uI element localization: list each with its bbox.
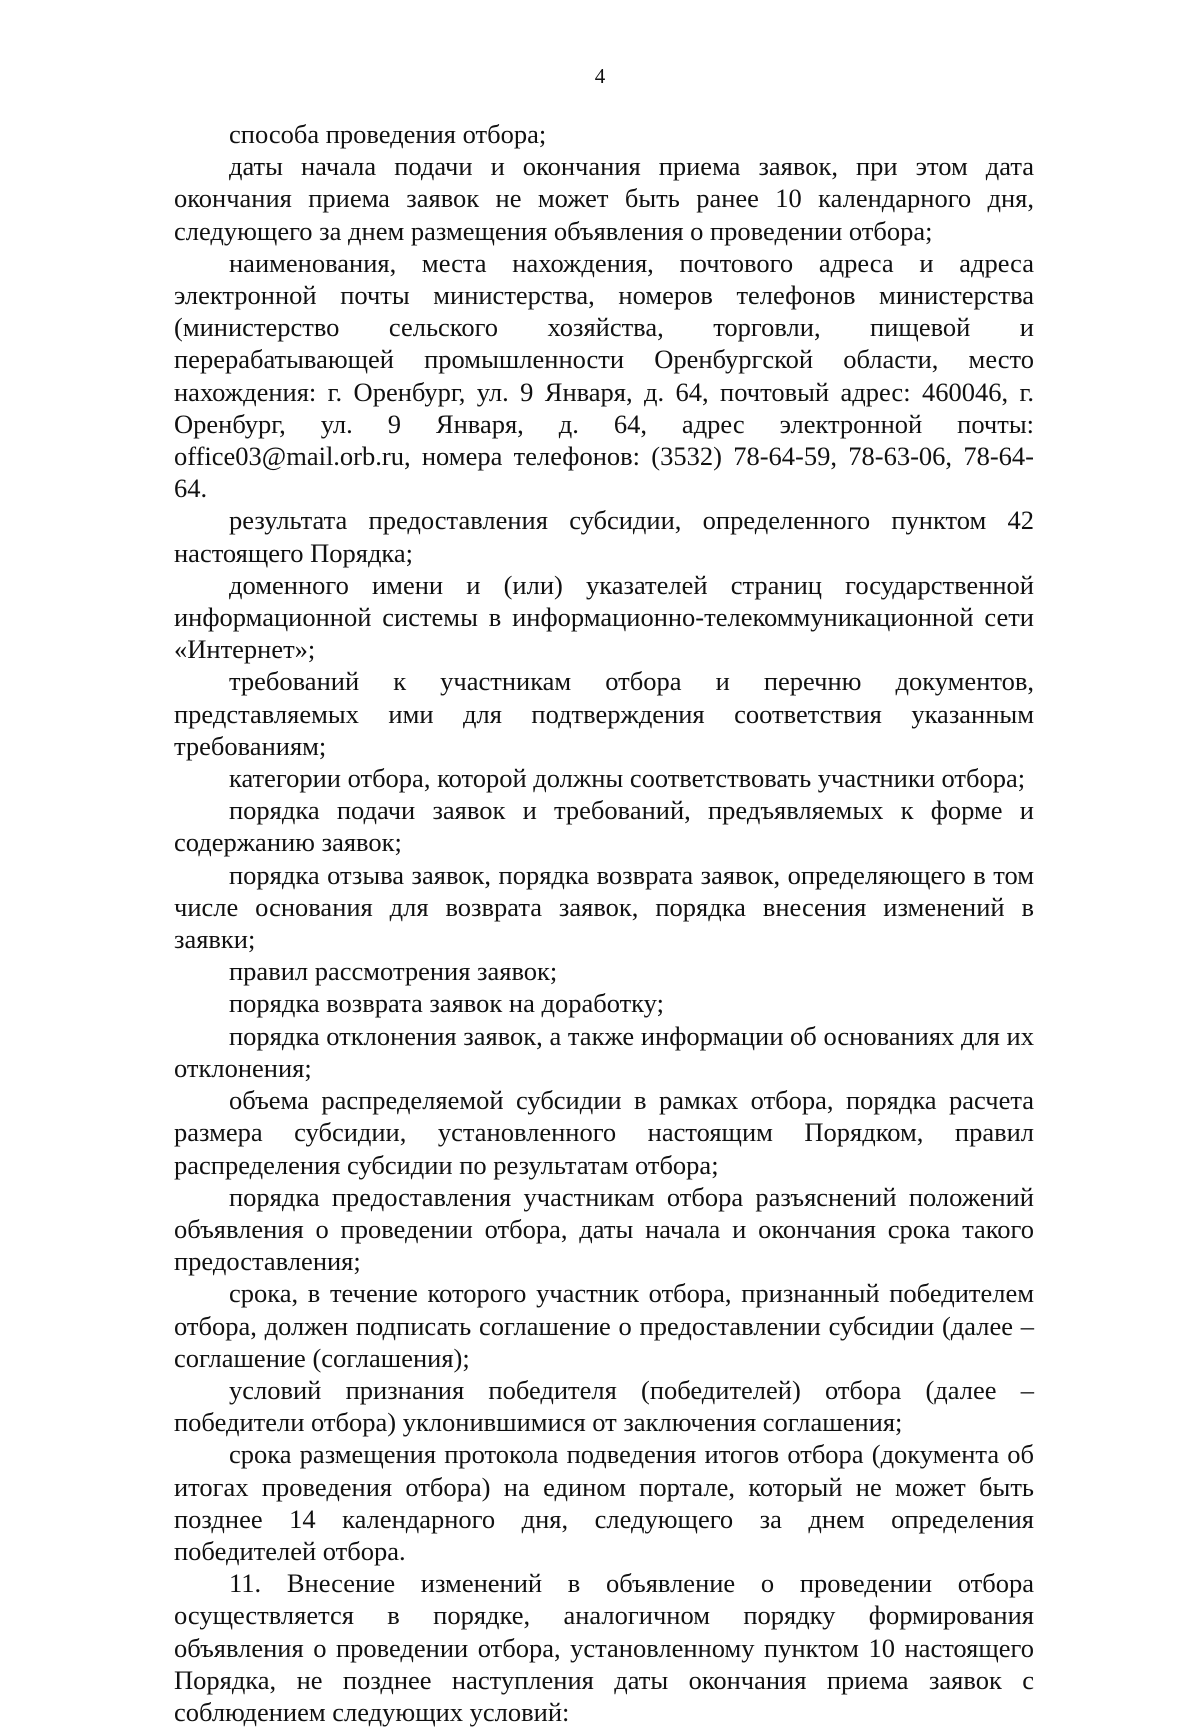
paragraph-8: порядка подачи заявок и требований, предъявляемых к форме и содержанию заявок; — [174, 795, 1034, 858]
paragraph-9: порядка отзыва заявок, порядка возврата заявок, определяющего в том числе основания для возврата заявок, порядка внесения изменений в заявки; — [174, 859, 1034, 955]
paragraph-13: объема распределяемой субсидии в рамках отбора, порядка расчета размера субсидии, установленного настоящим Порядком, правил распределения субсидии по результатам отбора; — [174, 1085, 1034, 1180]
paragraph-10: правил рассмотрения заявок; — [229, 956, 558, 987]
paragraph-16: условий признания победителя (победителей) отбора (далее – победители отбора) уклонившимися от заключения соглашения; — [174, 1374, 1034, 1438]
paragraph-6: требований к участникам отбора и перечню документов, представляемых ими для подтверждения соответствия указанным требованиям; — [174, 666, 1034, 761]
paragraph-4: результата предоставления субсидии, определенного пунктом 42 настоящего Порядка; — [174, 505, 1034, 568]
page-number: 4 — [594, 64, 606, 88]
body-text — [174, 118, 1034, 1728]
paragraph-18: 11. Внесение изменений в объявление о проведении отбора осуществляется в порядке, аналогичном порядку формирования объявления о проведении отбора, установленному пунктом 10 настоящего Порядка, не позднее наступления даты окончания приема заявок с соблюдением следующих условий: — [174, 1568, 1034, 1727]
paragraph-12: порядка отклонения заявок, а также информации об основаниях для их отклонения; — [174, 1020, 1034, 1083]
paragraph-2: даты начала подачи и окончания приема заявок, при этом дата окончания приема заявок не может быть ранее 10 календарного дня, следующего за днем размещения объявления о проведении отбора; — [174, 151, 1034, 246]
paragraph-14: порядка предоставления участникам отбора разъяснений положений объявления о проведении отбора, даты начала и окончания срока такого предоставления; — [174, 1181, 1034, 1277]
paragraph-15: срока, в течение которого участник отбора, признанный победителем отбора, должен подписать соглашение о предоставлении субсидии (далее – соглашение (соглашения); — [174, 1278, 1034, 1373]
paragraph-5: доменного имени и (или) указателей страниц государственной информационной системы в информационно-телекоммуникационной сети «Интернет»; — [174, 569, 1034, 665]
paragraph-11: порядка возврата заявок на доработку; — [229, 988, 664, 1019]
paragraph-7: категории отбора, которой должны соответствовать участники отбора; — [229, 763, 1026, 794]
paragraph-3: наименования, места нахождения, почтового адреса и адреса электронной почты министерства, номеров телефонов министерства (министерство сельского хозяйства, торговли, пищевой и перерабатывающей промышленности Оренбургской области, место нахождения: г. Оренбург, ул. 9 Января, д. 64, почтовый адрес: 460046, г. Оренбург, ул. 9 Января, д. 64, адрес электронной почты: office03@mail.orb.ru, номера телефонов: (3532) 78-64-59, 78-63-06, 78-64-64. — [174, 247, 1034, 504]
paragraph-1: способа проведения отбора; — [229, 119, 547, 149]
paragraph-17: срока размещения протокола подведения итогов отбора (документа об итогах проведения отбора) на едином портале, который не может быть позднее 14 календарного дня, следующего за днем определения победителей отбора. — [174, 1439, 1034, 1566]
